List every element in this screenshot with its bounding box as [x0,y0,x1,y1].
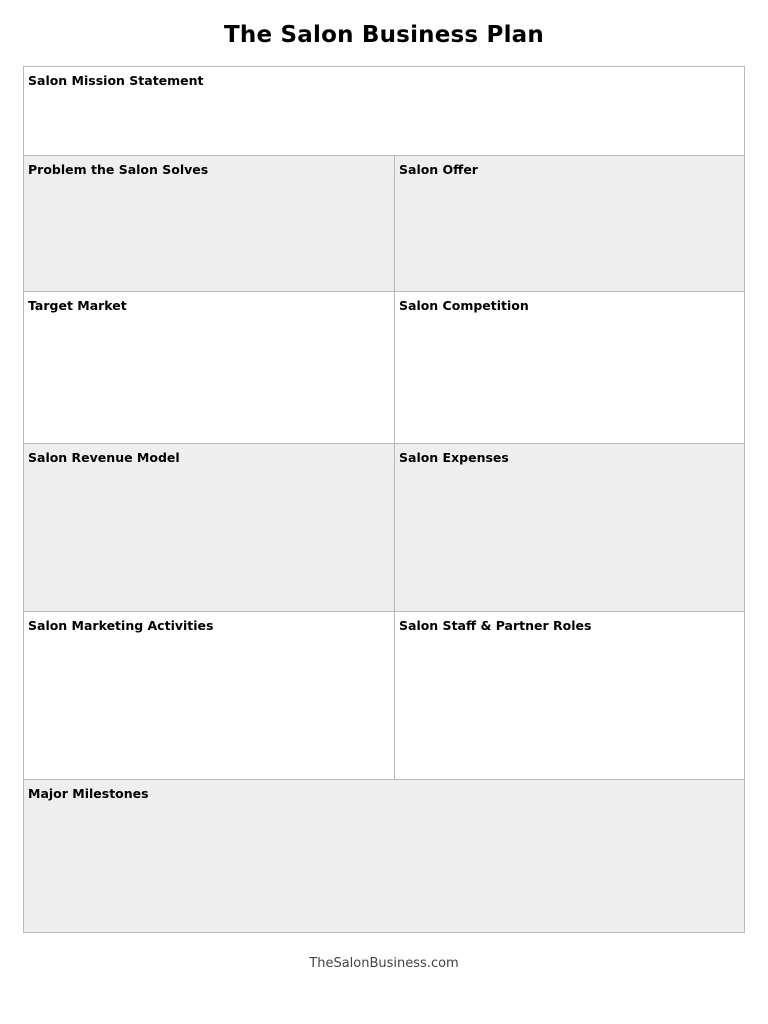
milestones-label: Major Milestones [28,786,149,801]
mission-statement-section[interactable] [24,67,744,156]
staff-roles-section[interactable] [395,612,744,780]
page-title: The Salon Business Plan [224,22,544,48]
problem-section[interactable] [24,156,395,292]
target-market-label: Target Market [28,298,127,313]
footer-website: TheSalonBusiness.com [309,956,459,971]
mission-statement-label: Salon Mission Statement [28,73,204,88]
expenses-label: Salon Expenses [399,450,509,465]
target-market-section[interactable] [24,292,395,444]
business-plan-grid [23,66,745,933]
marketing-activities-label: Salon Marketing Activities [28,618,214,633]
competition-section[interactable] [395,292,744,444]
offer-label: Salon Offer [399,162,478,177]
staff-roles-label: Salon Staff & Partner Roles [399,618,592,633]
revenue-model-section[interactable] [24,444,395,612]
revenue-model-label: Salon Revenue Model [28,450,180,465]
expenses-section[interactable] [395,444,744,612]
marketing-activities-section[interactable] [24,612,395,780]
problem-label: Problem the Salon Solves [28,162,209,177]
competition-label: Salon Competition [399,298,529,313]
offer-section[interactable] [395,156,744,292]
milestones-section[interactable] [24,780,744,932]
